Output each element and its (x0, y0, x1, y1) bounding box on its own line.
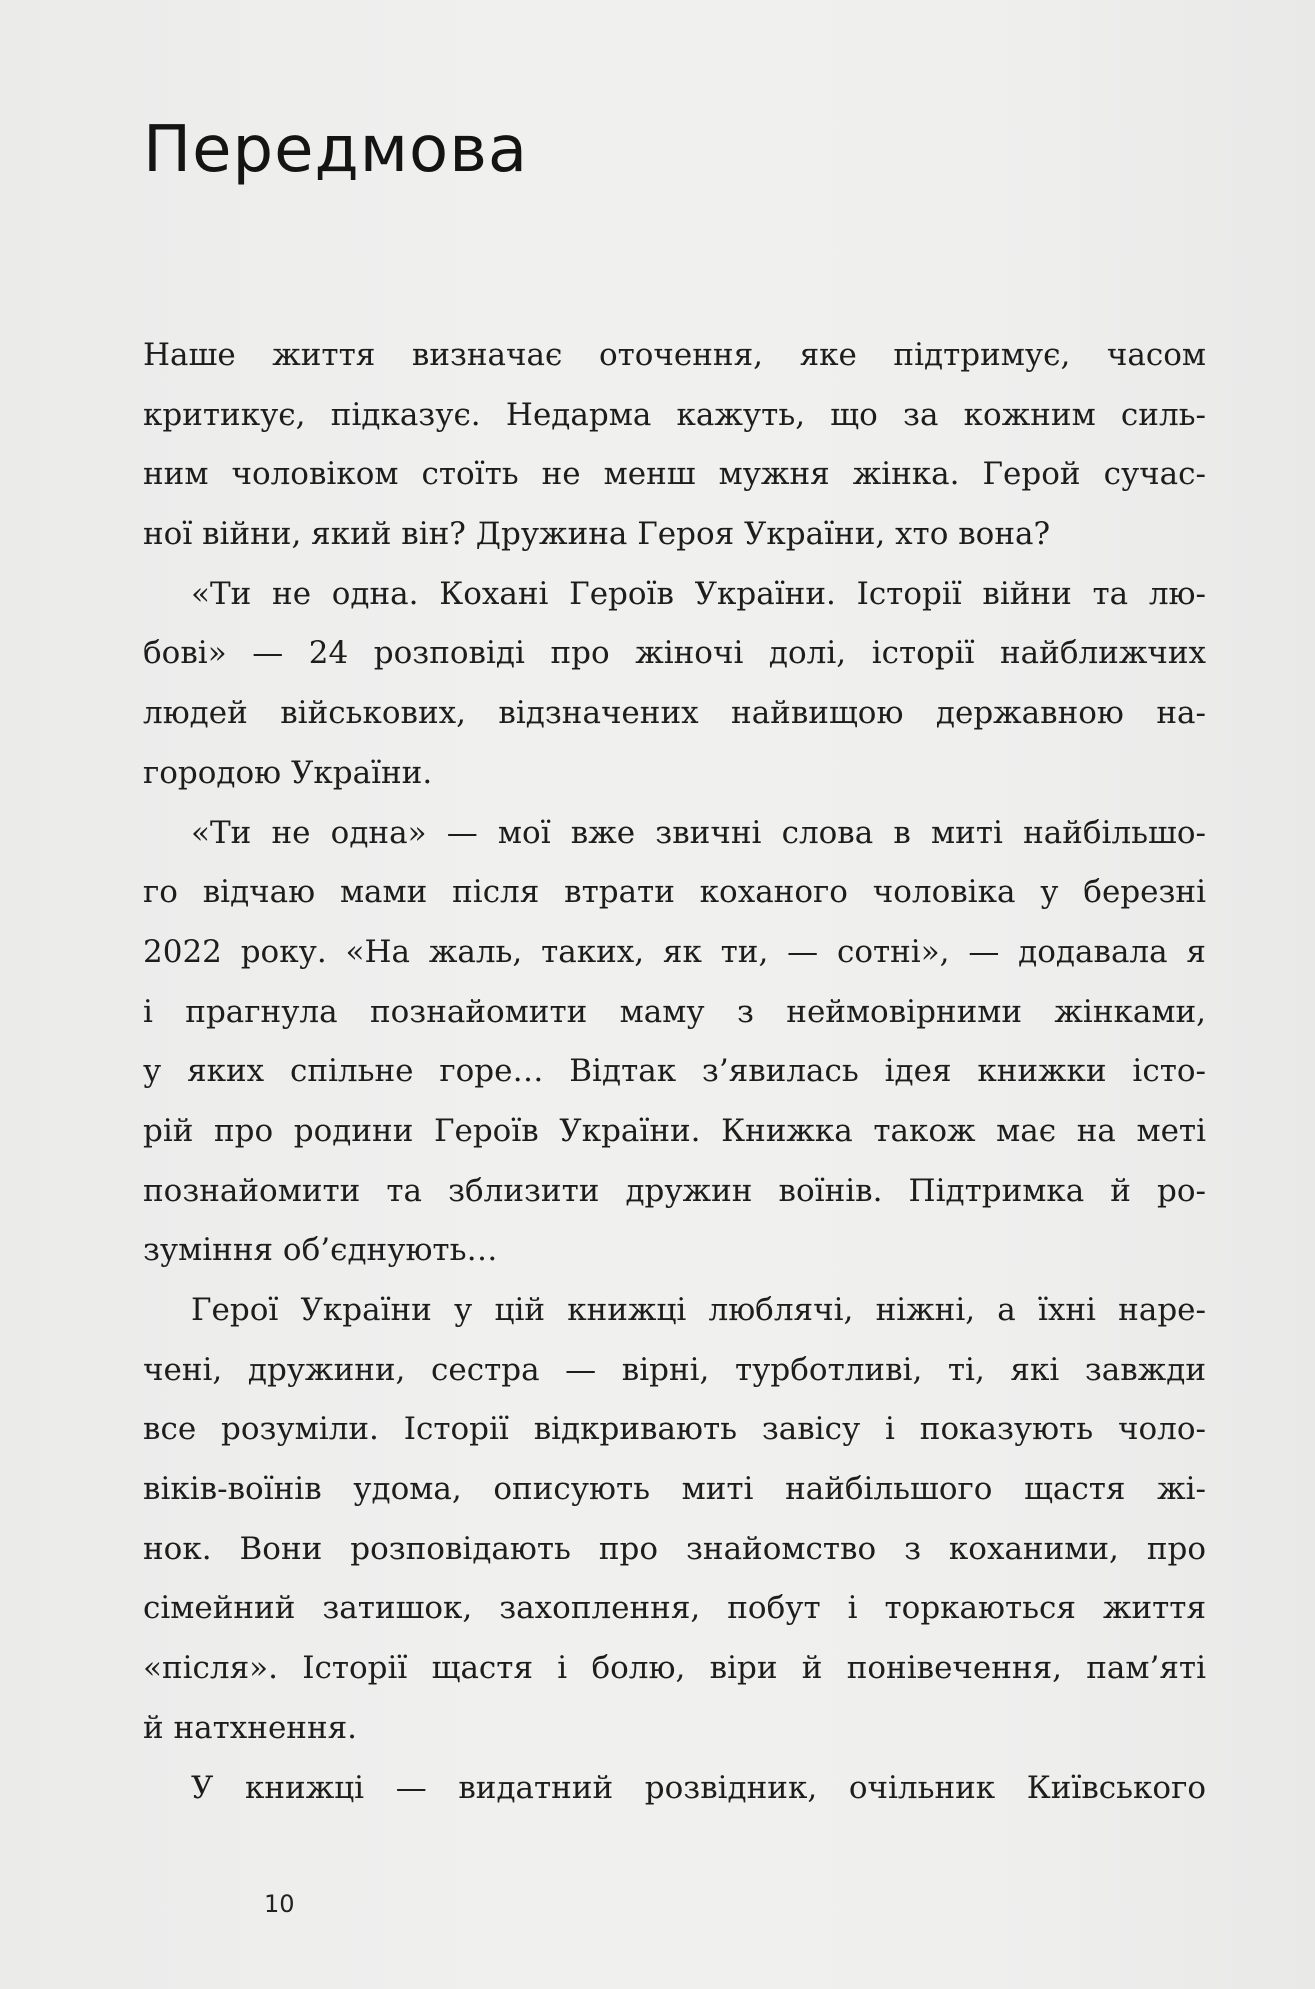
text-line: критикує, підказує. Недарма кажуть, що за кожним силь- (143, 396, 1206, 433)
text-line: чені, дружини, сестра — вірні, турботливі, ті, які завжди (143, 1351, 1206, 1388)
text-line: познайомити та зблизити дружин воїнів. Підтримка й ро- (143, 1172, 1206, 1209)
text-line: сімейний затишок, захоплення, побут і торкаються життя (143, 1590, 1206, 1627)
text-line: го відчаю мами після втрати коханого чоловіка у березні (143, 874, 1206, 911)
text-line: ним чоловіком стоїть не менш мужня жінка. Герой сучас- (143, 456, 1206, 493)
text-line: рій про родини Героїв України. Книжка також має на меті (143, 1112, 1206, 1149)
text-line: «після». Історії щастя і болю, віри й понівечення, пам’яті (143, 1650, 1206, 1687)
text-line: «Ти не одна» — мої вже звичні слова в миті найбільшо- (191, 814, 1206, 851)
text-line: 2022 року. «На жаль, таких, як ти, — сотні», — додавала я (143, 933, 1206, 970)
text-line: Наше життя визначає оточення, яке підтримує, часом (143, 337, 1206, 373)
text-line: «Ти не одна. Кохані Героїв України. Історії війни та лю- (191, 575, 1206, 612)
text-line: все розуміли. Історії відкривають завісу і показують чоло- (143, 1411, 1206, 1448)
text-line: ної війни, який він? Дружина Героя України, хто вона? (143, 516, 1051, 553)
text-line: У книжці — видатний розвідник, очільник Київського (191, 1769, 1206, 1806)
body-text (143, 326, 1206, 1818)
text-line: віків-воїнів удома, описують миті найбільшого щастя жі- (143, 1471, 1206, 1508)
text-line: бові» — 24 розповіді про жіночі долі, історії найближчих (143, 635, 1206, 672)
text-line: людей військових, відзначених найвищою державною на- (143, 695, 1206, 732)
text-line: зуміння об’єднують… (143, 1232, 498, 1269)
text-line: городою України. (143, 754, 433, 791)
text-line: й натхнення. (143, 1709, 358, 1746)
page-number: 10 (264, 1890, 295, 1918)
text-line: і прагнула познайомити маму з неймовірними жінками, (143, 993, 1206, 1030)
text-line: нок. Вони розповідають про знайомство з коханими, про (143, 1530, 1206, 1567)
page-title: Передмова (143, 113, 529, 187)
text-line: у яких спільне горе… Відтак з’явилась ідея книжки істо- (143, 1053, 1206, 1090)
text-line: Герої України у цій книжці люблячі, ніжні, а їхні наре- (191, 1292, 1206, 1328)
